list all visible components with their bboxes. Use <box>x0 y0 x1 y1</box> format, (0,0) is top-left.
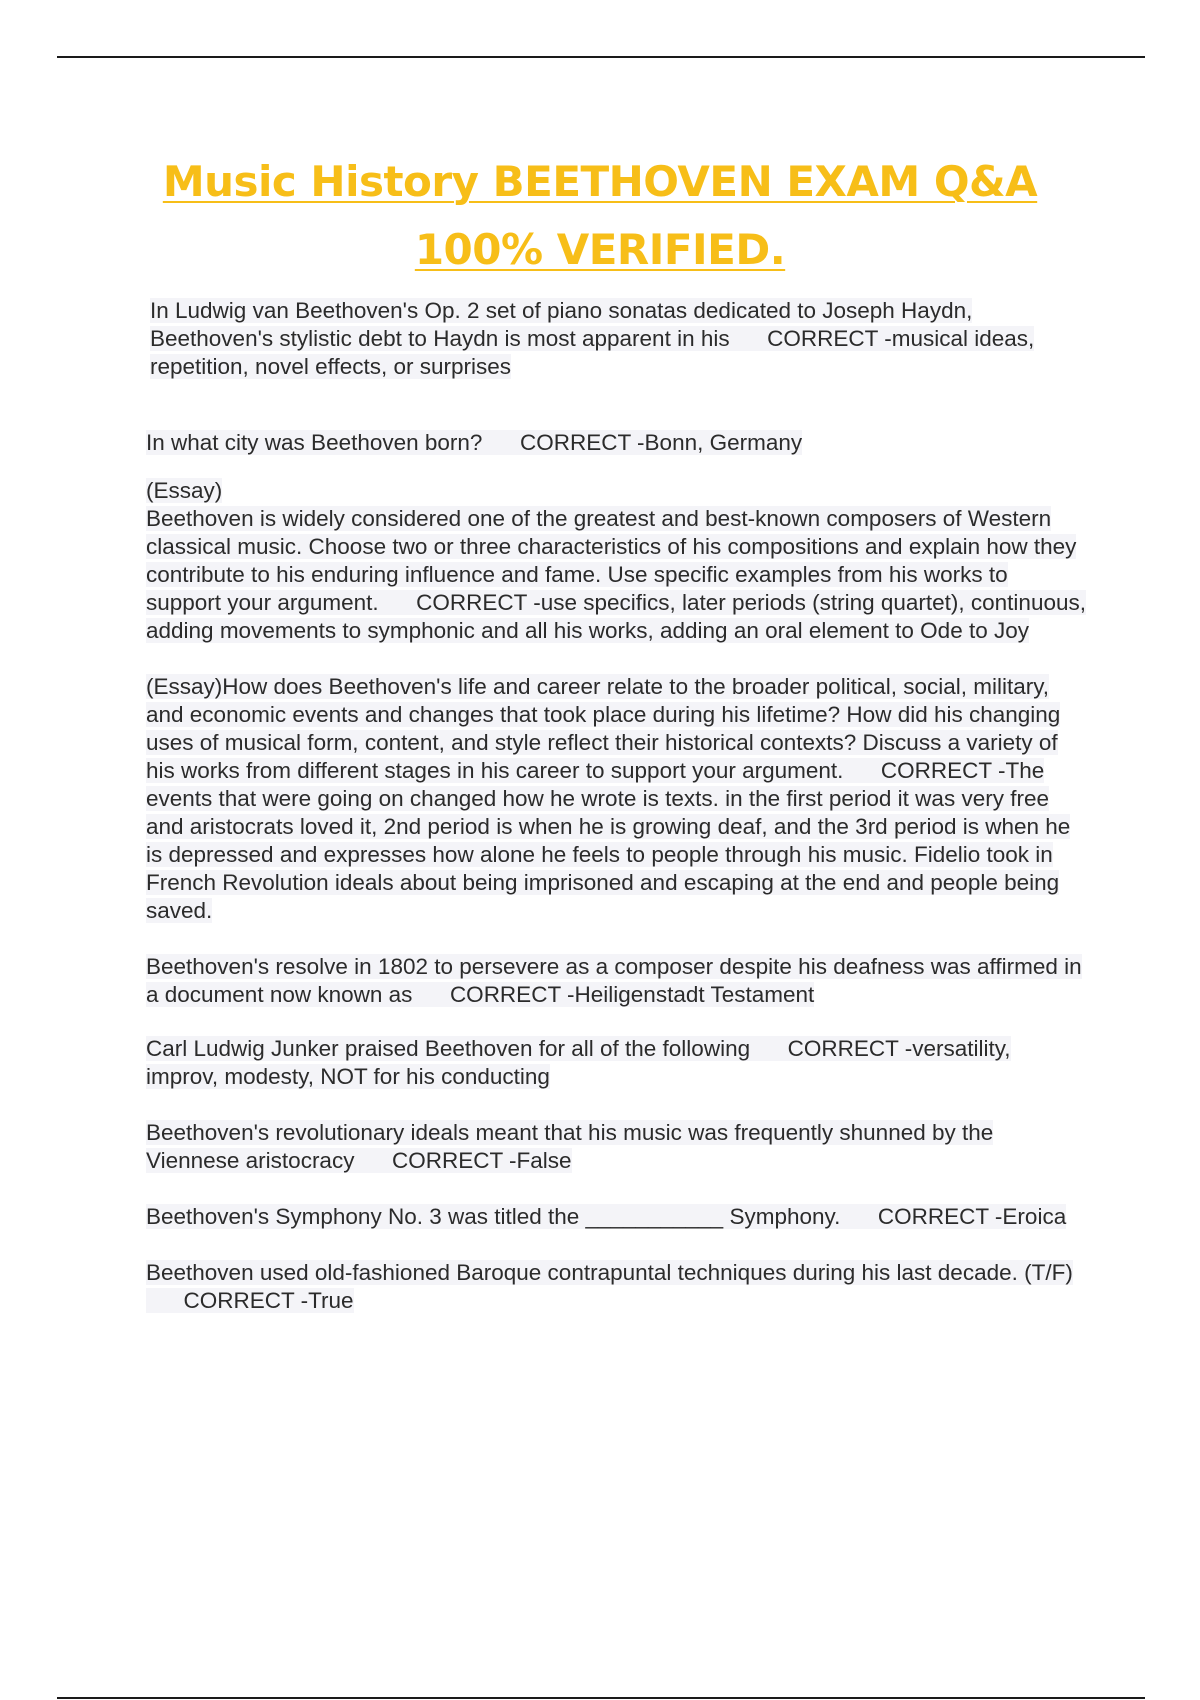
title-line-2: 100% VERIFIED. <box>414 225 786 274</box>
question-text: Carl Ludwig Junker praised Beethoven for all of the following <box>146 1036 751 1061</box>
answer-text: CORRECT -True <box>183 1288 354 1313</box>
question-text: Beethoven's revolutionary ideals meant that his music was frequently shunned by the Viennese aristocracy <box>146 1120 994 1173</box>
qa-list <box>146 297 1086 1315</box>
question-text: Beethoven's Symphony No. 3 was titled the ___________ Symphony. <box>146 1204 841 1229</box>
question-text: Beethoven used old-fashioned Baroque contrapuntal techniques during his last decade. (T/F) <box>146 1260 1073 1285</box>
qa-item-6 <box>146 1035 1086 1091</box>
qa-item-5 <box>146 953 1086 1009</box>
answer-text: CORRECT -False <box>391 1148 572 1173</box>
qa-item-1 <box>146 297 1086 381</box>
title-line-1: Music History BEETHOVEN EXAM Q&A <box>162 157 1038 206</box>
question-text: Beethoven is widely considered one of the greatest and best-known composers of Western classical music. Choose two or three characteristics of his compositions and explain how they contribute to his enduring influence and fame. Use specific examples from his works to support your argument. <box>146 506 1077 615</box>
answer-text: CORRECT -Bonn, Germany <box>519 430 803 455</box>
qa-item-4 <box>146 673 1086 925</box>
answer-text: CORRECT -use specifics, later periods (string quartet), continuous, adding movements to symphonic and all his works, adding an oral element to Ode to Joy <box>146 590 1086 643</box>
bottom-rule <box>57 1697 1145 1699</box>
answer-text: CORRECT -The events that were going on changed how he wrote is texts. in the first period it was very free and aristocrats loved it, 2nd period is when he is growing deaf, and the 3rd period is when he is depressed and expresses how alone he feels to people through his music. Fidelio took in French Revolution ideals about being imprisoned and escaping at the end and people being saved. <box>146 758 1071 923</box>
qa-item-2 <box>146 429 1086 457</box>
answer-text: CORRECT -Eroica <box>877 1204 1067 1229</box>
question-text: In Ludwig van Beethoven's Op. 2 set of piano sonatas dedicated to Joseph Haydn, Beethoven's stylistic debt to Haydn is most apparent in his <box>150 298 973 351</box>
qa-item-9 <box>146 1259 1086 1315</box>
qa-item-7 <box>146 1119 1086 1175</box>
qa-item-8 <box>146 1203 1086 1231</box>
document-title <box>0 148 1200 284</box>
answer-text: CORRECT -versatility, improv, modesty, NOT for his conducting <box>146 1036 1011 1089</box>
top-rule <box>57 56 1145 58</box>
question-text: (Essay)How does Beethoven's life and career relate to the broader political, social, military, and economic events and changes that took place during his lifetime? How did his changing uses of musical form, content, and style reflect their historical contexts? Discuss a variety of his works from different stages in his career to support your argument. <box>146 674 1061 783</box>
essay-label: (Essay) <box>146 478 223 503</box>
answer-text: CORRECT -musical ideas, repetition, novel effects, or surprises <box>150 326 1035 379</box>
question-text: In what city was Beethoven born? <box>146 430 483 455</box>
question-text: Beethoven's resolve in 1802 to persevere as a composer despite his deafness was affirmed in a document now known as <box>146 954 1082 1007</box>
qa-item-3 <box>146 477 1086 645</box>
answer-text: CORRECT -Heiligenstadt Testament <box>449 982 815 1007</box>
